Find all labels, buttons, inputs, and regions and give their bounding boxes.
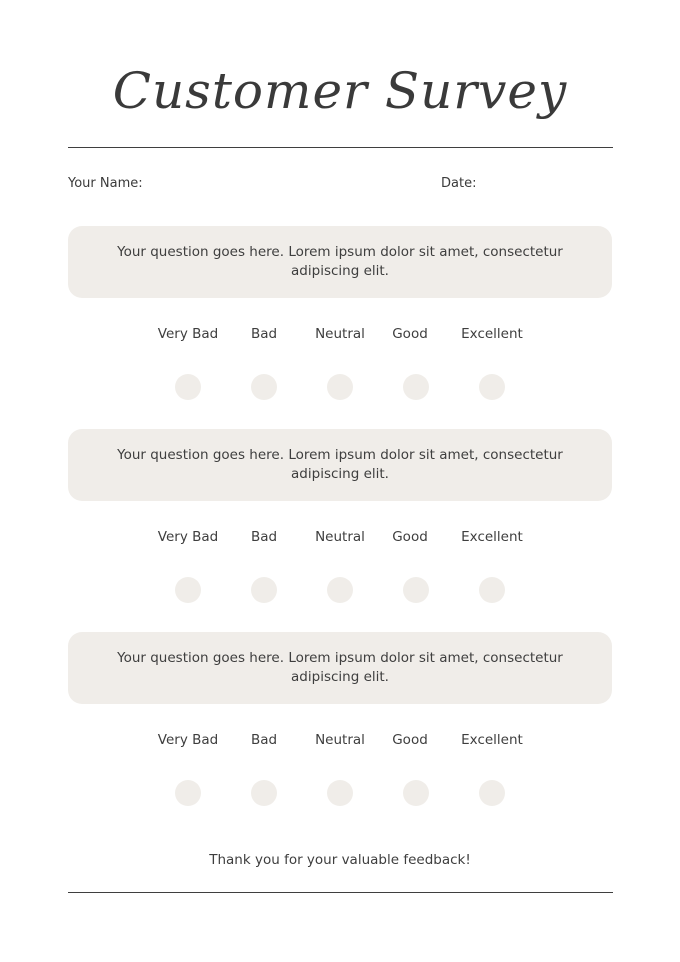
q1-option-excellent-label: Excellent <box>461 326 523 342</box>
q3-radio-neutral[interactable] <box>327 780 353 806</box>
question-3-text: Your question goes here. Lorem ipsum dolor sit amet, consectetur adipiscing elit. <box>117 650 563 685</box>
q1-radio-neutral[interactable] <box>327 374 353 400</box>
q3-radio-good[interactable] <box>403 780 429 806</box>
q3-option-good-label: Good <box>392 732 428 748</box>
q3-option-bad-label: Bad <box>250 732 278 748</box>
q2-option-very-bad-label: Very Bad <box>157 529 219 545</box>
q1-radio-very-bad[interactable] <box>175 374 201 400</box>
q1-option-very-bad-label: Very Bad <box>157 326 219 342</box>
q2-radio-bad[interactable] <box>251 577 277 603</box>
q3-radio-very-bad[interactable] <box>175 780 201 806</box>
q1-option-neutral-label: Neutral <box>315 326 365 342</box>
q1-option-good-label: Good <box>392 326 428 342</box>
bottom-divider <box>68 892 613 893</box>
q1-radio-excellent[interactable] <box>479 374 505 400</box>
q2-radio-neutral[interactable] <box>327 577 353 603</box>
top-divider <box>68 147 613 148</box>
q2-option-bad-label: Bad <box>250 529 278 545</box>
q3-radio-bad[interactable] <box>251 780 277 806</box>
date-label: Date: <box>441 176 477 191</box>
q2-option-good-label: Good <box>392 529 428 545</box>
q3-option-very-bad-label: Very Bad <box>157 732 219 748</box>
q1-radio-bad[interactable] <box>251 374 277 400</box>
thank-you-note: Thank you for your valuable feedback! <box>209 852 471 868</box>
your-name-label: Your Name: <box>68 176 143 191</box>
q2-radio-excellent[interactable] <box>479 577 505 603</box>
q1-option-bad-label: Bad <box>250 326 278 342</box>
question-2-box <box>68 429 612 501</box>
question-1-text: Your question goes here. Lorem ipsum dolor sit amet, consectetur adipiscing elit. <box>117 244 563 279</box>
question-3-box <box>68 632 612 704</box>
q3-radio-excellent[interactable] <box>479 780 505 806</box>
q3-option-neutral-label: Neutral <box>315 732 365 748</box>
q2-option-neutral-label: Neutral <box>315 529 365 545</box>
survey-title: Customer Survey <box>112 62 568 120</box>
q2-radio-good[interactable] <box>403 577 429 603</box>
q2-option-excellent-label: Excellent <box>461 529 523 545</box>
q2-radio-very-bad[interactable] <box>175 577 201 603</box>
question-2-text: Your question goes here. Lorem ipsum dolor sit amet, consectetur adipiscing elit. <box>117 447 563 482</box>
q3-option-excellent-label: Excellent <box>461 732 523 748</box>
q1-radio-good[interactable] <box>403 374 429 400</box>
question-1-box <box>68 226 612 298</box>
